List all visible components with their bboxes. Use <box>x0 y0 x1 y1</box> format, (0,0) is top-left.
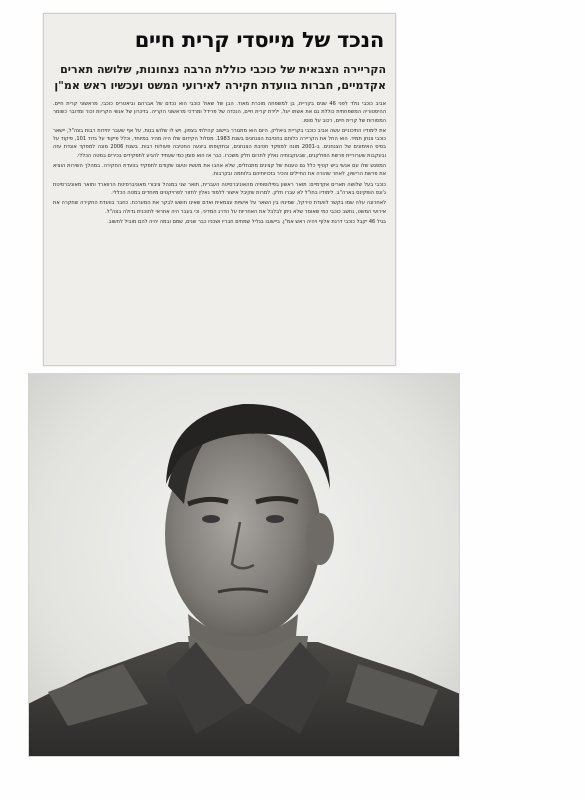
article-paragraph: לאחרונה עלה שמו בקשר לוועדת טירקל, שמינויו בין השאר על אישיות עצמאית ואדם שאינו חושש לבקר את המערכת. כחבר בוועדת החקירה שחקרה את אירועי המשט, נחשב כוכבי כמי שאומר שלא ניתן לבלבל את האחריות על הדרג המדיני, וכי בעבר היה אחראי לתוכנית גדולה בצה"ל. <box>53 200 386 215</box>
newspaper-clipping <box>43 13 396 366</box>
article-subheadline: הקריירה הצבאית של כוכבי כוללת הרבה נצחונות, שלושה תארים אקדמיים, חברות בוועדת חקירה לאירועי המשט ועכשיו ראש אמ"ן <box>54 63 386 92</box>
portrait-illustration <box>28 374 460 757</box>
article-paragraph: בגיל 46 יקבל כוכבי דרגת אלוף ויהיה ראש אמ"ן. ביישובו בגליל שמחים חבריו ושכניו כבר שנים, שמם ובמה יהיה להם מוביל לחשוב. <box>107 218 386 225</box>
article-paragraph: את לימודיו התיכוניים עשה אביב כוכבי בקריית ביאליק. היום הוא מתגורר ביישוב קהילתי בצפון, ויש לו שלוש בנות. על אף שעבר יחידות רבות בצה"ל, יישאר כוכבי צנחן תמיד. הוא החל את הקריירה כלוחם בחטיבת הצנחנים בשנת 1983. מסלול הקידום שלו היה מהיר במיוחד, וכלל פיקוד על גדוד 101, פיקוד על בסיס האימונים של הצנחנים. ב-2001 מונה למפקד חטיבת הצנחנים, ובתקופתו ביצעה החטיבה פעולות רבות. בשנת 2006 מונה למפקד אוגדת עזה ובעקבות שערוריית פרשת הפולקנים, שבעקבותיה נאלץ לתרום חלק משכרו. כבר אז הוא סומן כמי שעתיד להגיע לתפקידים בכירים במטה הכללי. <box>53 127 386 159</box>
portrait-photo <box>28 373 460 757</box>
article-paragraph: המפגש שלו עם אנשי ביש קטיף כלל גם טענות של קצינים מתנחלים, שלא אהבו את מעשיו וטענו שקודם לתפקיד בוועדת החקירה. במהלך השירות הוציא את פרשת הרישיון, לאחר שהורה את החיילים והכיר בזכויותיהם בלוחמה ובקרבות. <box>53 163 386 178</box>
article-headline: הנכד של מייסדי קרית חיים <box>134 28 384 52</box>
article-paragraph: כוכבי בעל שלושה תארים אקדמיים: תואר ראשון בפילוסופיה מהאוניברסיטה העברית, תואר שני במנהל ציבורי מאוניברסיטת הרווארד ותואר מאוניברסיטת ג'ונס הופקינס בארה"ב. לימודיו בחו"ל לא עברו חלק. למרות שקיבל אישור ללמוד נאלץ לחזור לפרויקטים מיוחדים במטה הכללי. <box>53 181 386 196</box>
article-paragraph: אביב כוכבי נולד לפני 46 שנים בקריית, בן למשפחה מוכרת מאוד. הבן של שאול כוכבי הוא נכדם של אברהם וביאטריס כוכבי, מראשוני קרית חיים. ההיסטוריה המשפחתית כוללת גם את אשתו יעל, ילידת קרית חיים, הנכדה של פרידל ומרדכי מראשוני הקריה. בזיכרון של אנשי הקריות זכור ומדובר כשומר המסורות של קרית חיים, רכוב על סוסו. <box>53 101 386 124</box>
